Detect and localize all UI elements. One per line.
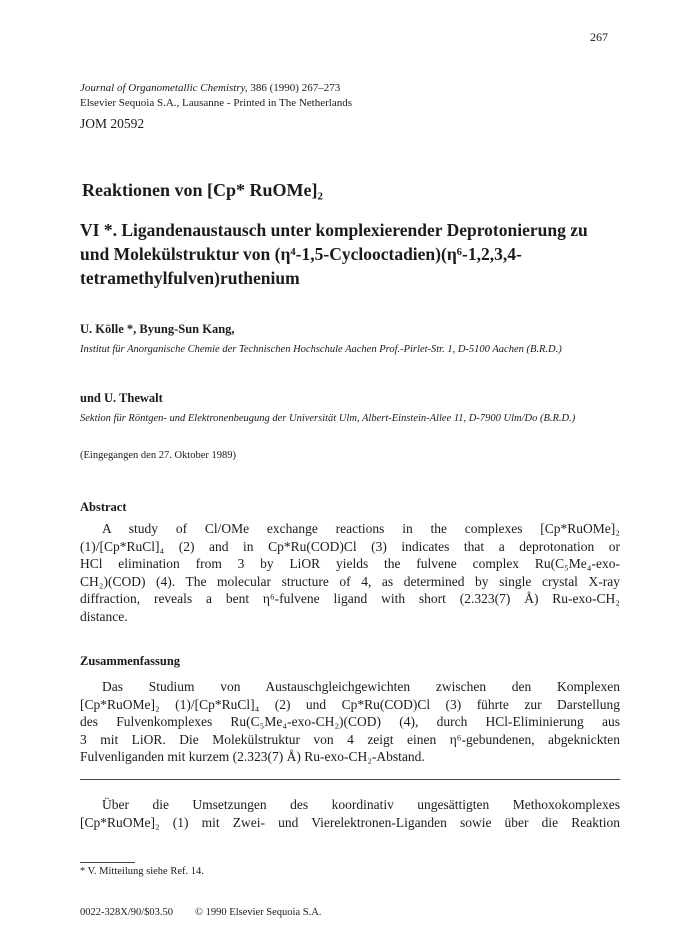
intro-paragraph bbox=[80, 796, 620, 831]
affiliation-2: Sektion für Röntgen- und Elektronenbeugung der Universität Ulm, Albert-Einstein-Allee 11, D-7900 Ulm/Do (B.R.D.) bbox=[80, 413, 576, 424]
copyright-line bbox=[80, 907, 321, 918]
received-date: (Eingegangen den 27. Oktober 1989) bbox=[80, 450, 236, 461]
zusammenfassung-line: Das Studium von Austauschgleichgewichten zwischen den Komplexen bbox=[102, 679, 620, 694]
intro-line: Über die Umsetzungen des koordinativ ungesättigten Methoxokomplexes bbox=[102, 797, 620, 812]
zusammenfassung-line: Fulvenliganden mit kurzem (2.323(7) Å) Ru-exo-CH₂-Abstand. bbox=[80, 749, 425, 764]
article-title: VI *. Ligandenaustausch unter komplexierender Deprotonierung zu und Molekülstruktur von (η⁴-1,5-Cyclooctadien)(η⁶-1,2,3,4-tetramethylfulven)ruthenium bbox=[80, 220, 588, 288]
series-title: Reaktionen von [Cp* RuOMe]₂ bbox=[82, 180, 323, 200]
copyright-notice: © 1990 Elsevier Sequoia S.A. bbox=[195, 907, 322, 918]
journal-citation bbox=[80, 82, 340, 94]
authors-group-2: und U. Thewalt bbox=[80, 391, 163, 405]
abstract-line: distance. bbox=[80, 608, 128, 624]
journal-name: Journal of Organometallic Chemistry, bbox=[80, 82, 248, 94]
jom-id: JOM 20592 bbox=[80, 116, 145, 131]
zusammenfassung-heading: Zusammenfassung bbox=[80, 654, 181, 668]
intro-line: [Cp*RuOMe]₂ (1) mit Zwei- und Vierelektronen-Liganden sowie über die Reaktion bbox=[80, 814, 620, 830]
abstract-line: (1)/[Cp*RuCl]₄ (2) and in Cp*Ru(COD)Cl (3) indicates that a deprotonation or bbox=[80, 538, 620, 554]
publisher-line: Elsevier Sequoia S.A., Lausanne - Printed in The Netherlands bbox=[80, 97, 352, 109]
zusammenfassung-line: 3 mit LiOR. Die Molekülstruktur von 4 zeigt einen η⁶-gebundenen, abgeknickten bbox=[80, 731, 620, 747]
abstract-line: CH₂)(COD) (4). The molecular structure of 4, as determined by single crystal X-ray bbox=[80, 573, 620, 589]
authors-group-1: U. Kölle *, Byung-Sun Kang, bbox=[80, 322, 235, 336]
zusammenfassung-line: des Fulvenkomplexes Ru(C₅Me₄-exo-CH₂)(COD) (4), durch HCl-Eliminierung aus bbox=[80, 714, 620, 729]
zusammenfassung-body bbox=[80, 678, 620, 766]
footnote: * V. Mitteilung siehe Ref. 14. bbox=[80, 866, 204, 877]
article-code: 0022-328X/90/$03.50 bbox=[80, 907, 174, 918]
section-divider bbox=[80, 779, 620, 780]
journal-volume-pages: 386 (1990) 267–273 bbox=[247, 82, 341, 94]
abstract-heading: Abstract bbox=[80, 500, 127, 514]
footnote-rule bbox=[80, 862, 135, 863]
abstract-body bbox=[80, 520, 620, 625]
abstract-line: HCl elimination from 3 by LiOR yields the fulvene complex Ru(C₅Me₄-exo- bbox=[80, 556, 620, 571]
zusammenfassung-line: [Cp*RuOMe]₂ (1)/[Cp*RuCl]₄ (2) und Cp*Ru(COD)Cl (3) führte zur Darstellung bbox=[80, 696, 620, 712]
abstract-line: diffraction, reveals a bent η⁶-fulvene ligand with short (2.323(7) Å) Ru-exo-CH₂ bbox=[80, 591, 620, 606]
page-number: 267 bbox=[590, 30, 608, 44]
abstract-line: A study of Cl/OMe exchange reactions in the complexes [Cp*RuOMe]₂ bbox=[102, 521, 620, 536]
affiliation-1: Institut für Anorganische Chemie der Technischen Hochschule Aachen Prof.-Pirlet-Str. 1, D-5100 Aachen (B.R.D.) bbox=[80, 344, 562, 355]
